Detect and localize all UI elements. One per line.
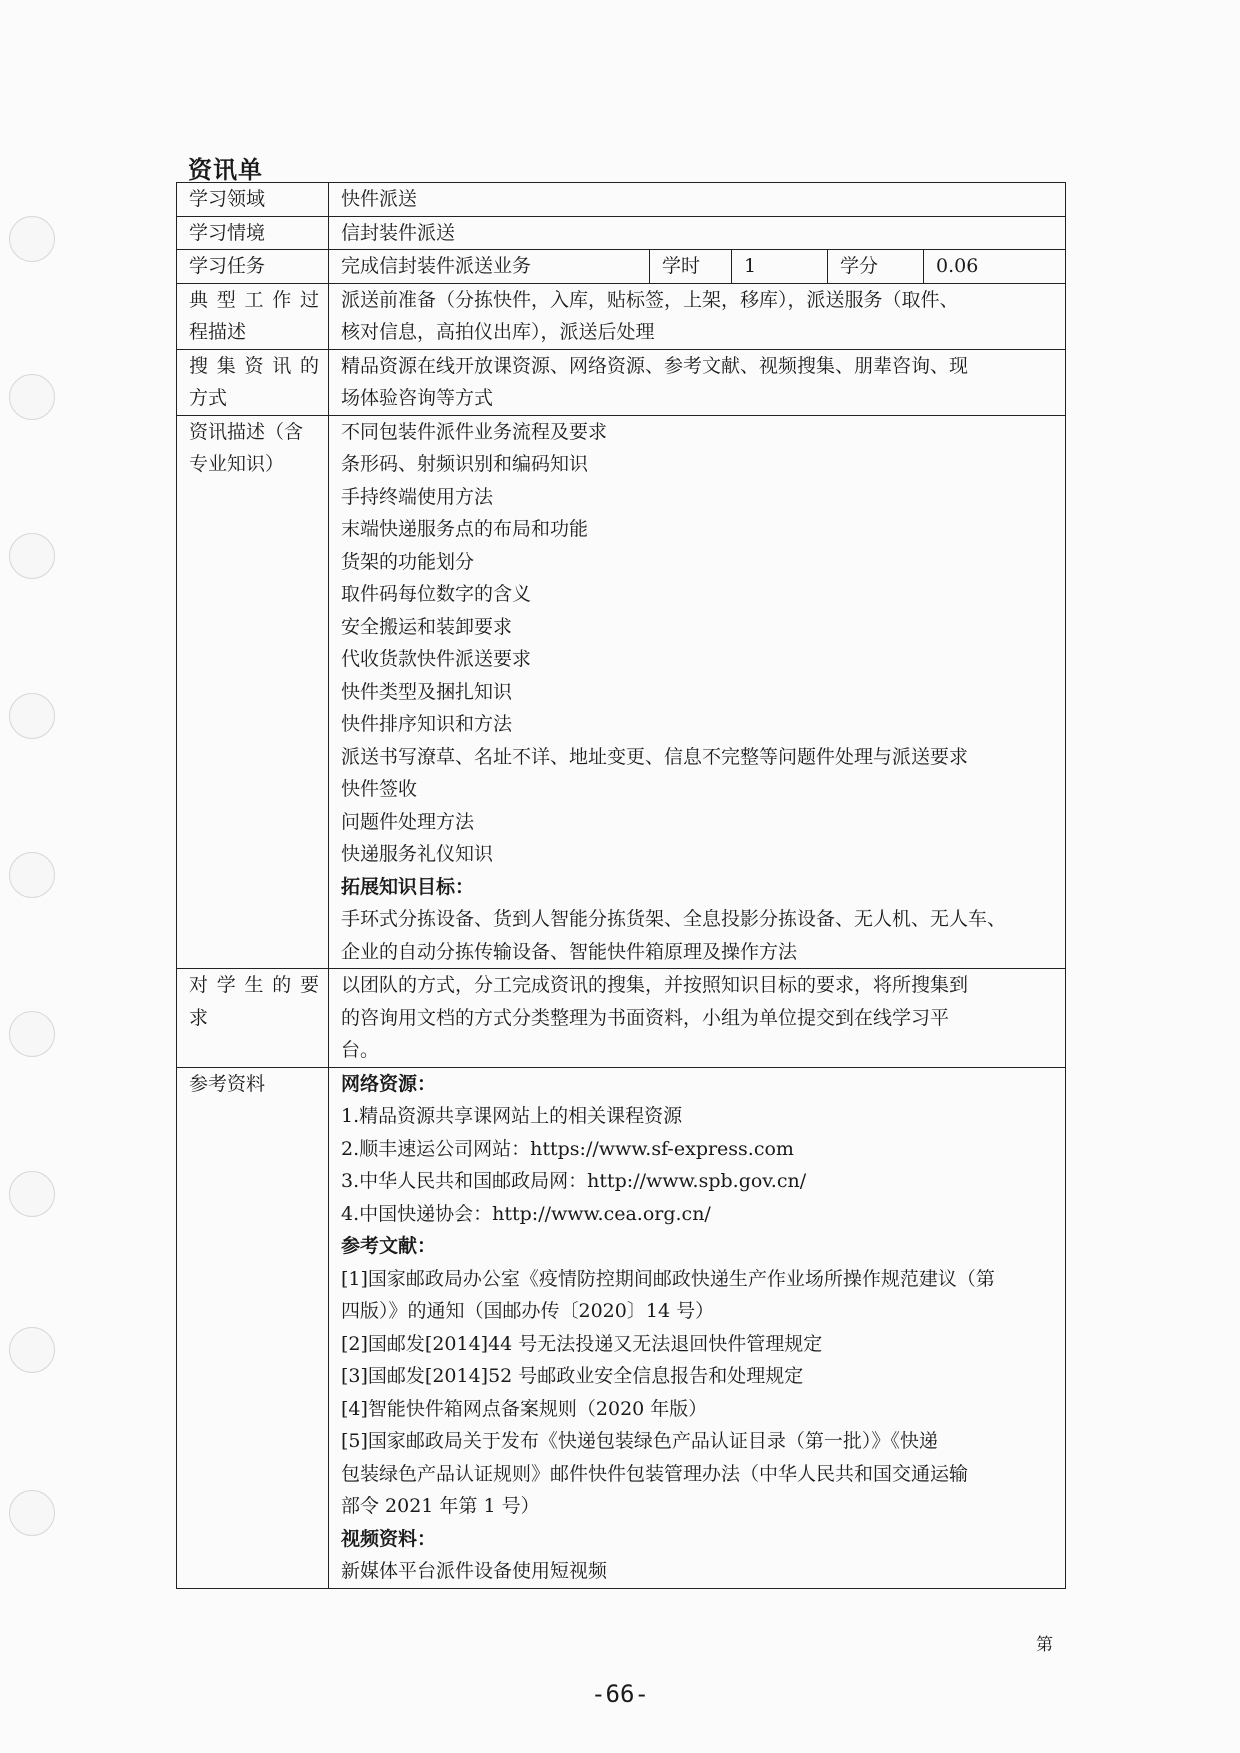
web-resource-item: 2.顺丰速运公司网站：https://www.sf-express.com <box>341 1137 794 1160</box>
methods-label <box>177 349 329 415</box>
video-item: 新媒体平台派件设备使用短视频 <box>341 1560 608 1582</box>
web-resource-item: 3.中华人民共和国邮政局网：http://www.spb.gov.cn/ <box>341 1170 807 1192</box>
literature-line: [4]智能快件箱网点备案规则（2020 年版） <box>341 1397 708 1420</box>
list-item: 代收货款快件派送要求 <box>341 648 532 670</box>
binder-hole <box>9 1171 55 1217</box>
credit-value: 0.06 <box>924 250 1066 284</box>
methods-line: 场体验咨询等方式 <box>341 387 494 409</box>
process-label <box>177 283 329 349</box>
binder-hole <box>9 1327 55 1373</box>
binder-hole <box>9 852 55 898</box>
requirements-label <box>177 969 329 1068</box>
row-task <box>177 250 1066 284</box>
process-value <box>329 283 1066 349</box>
list-item: 问题件处理方法 <box>341 810 475 833</box>
row-references <box>177 1067 1066 1588</box>
literature-line: 包装绿色产品认证规则》邮件快件包装管理办法（中华人民共和国交通运输 <box>341 1462 969 1485</box>
task-value: 完成信封装件派送业务 <box>329 250 650 284</box>
list-item: 快件签收 <box>341 778 418 800</box>
row-process <box>177 283 1066 349</box>
binder-hole <box>9 693 55 739</box>
info-value <box>329 415 1066 969</box>
extension-heading: 拓展知识目标： <box>341 875 475 898</box>
requirements-line: 台。 <box>341 1039 380 1061</box>
binder-hole <box>9 216 55 262</box>
methods-value <box>329 349 1066 415</box>
literature-line: [3]国邮发[2014]52 号邮政业安全信息报告和处理规定 <box>341 1365 804 1387</box>
situation-value: 信封装件派送 <box>329 216 1066 250</box>
list-item: 安全搬运和装卸要求 <box>341 615 513 638</box>
binder-hole <box>9 1490 55 1536</box>
extension-line: 企业的自动分拣传输设备、智能快件箱原理及操作方法 <box>341 940 798 963</box>
video-heading: 视频资料： <box>341 1527 437 1550</box>
list-item: 取件码每位数字的含义 <box>341 583 532 605</box>
row-info <box>177 415 1066 969</box>
footer-char: 第 <box>1036 1635 1053 1655</box>
binder-hole <box>9 1011 55 1057</box>
list-item: 不同包装件派件业务流程及要求 <box>341 420 608 443</box>
web-resources-heading: 网络资源： <box>341 1072 437 1095</box>
domain-label: 学习领域 <box>177 183 329 217</box>
list-item: 快件排序知识和方法 <box>341 713 513 735</box>
requirements-value <box>329 969 1066 1068</box>
list-item: 条形码、射频识别和编码知识 <box>341 453 589 475</box>
list-item: 派送书写潦草、名址不详、地址变更、信息不完整等问题件处理与派送要求 <box>341 745 969 768</box>
web-resource-item: 1.精品资源共享课网站上的相关课程资源 <box>341 1105 683 1127</box>
requirements-label-line: 对学生的要 <box>189 974 319 996</box>
list-item: 手持终端使用方法 <box>341 485 494 508</box>
info-label-line: 资讯描述（含 <box>189 420 304 443</box>
list-item: 货架的功能划分 <box>341 550 475 573</box>
literature-line: [2]国邮发[2014]44 号无法投递又无法退回快件管理规定 <box>341 1332 823 1355</box>
literature-line: [1]国家邮政局办公室《疫情防控期间邮政快递生产作业场所操作规范建议（第 <box>341 1267 995 1290</box>
requirements-label-line: 求 <box>189 1006 209 1029</box>
extension-line: 手环式分拣设备、货到人智能分拣货架、全息投影分拣设备、无人机、无人车、 <box>341 908 1007 930</box>
task-label: 学习任务 <box>177 250 329 284</box>
process-label-line: 典型工作过 <box>189 288 319 311</box>
list-item: 快件类型及捆扎知识 <box>341 680 513 703</box>
list-item: 末端快递服务点的布局和功能 <box>341 518 589 540</box>
document-title: 资讯单 <box>188 155 263 184</box>
methods-label-line: 搜集资讯的 <box>189 354 319 377</box>
requirements-line: 的咨询用文档的方式分类整理为书面资料，小组为单位提交到在线学习平 <box>341 1006 950 1029</box>
row-domain <box>177 183 1066 217</box>
literature-heading: 参考文献： <box>341 1235 437 1257</box>
web-resource-item: 4.中国快递协会：http://www.cea.org.cn/ <box>341 1202 711 1225</box>
info-label-line: 专业知识） <box>189 453 285 475</box>
domain-value: 快件派送 <box>329 183 1066 217</box>
list-item: 快递服务礼仪知识 <box>341 843 494 865</box>
literature-line: [5]国家邮政局关于发布《快递包装绿色产品认证目录（第一批）》《快递 <box>341 1430 938 1452</box>
references-value <box>329 1067 1066 1588</box>
hours-label: 学时 <box>650 250 732 284</box>
methods-line: 精品资源在线开放课资源、网络资源、参考文献、视频搜集、朋辈咨询、现 <box>341 354 969 377</box>
references-label: 参考资料 <box>177 1067 329 1588</box>
literature-line: 四版）》的通知（国邮办传〔2020〕14 号） <box>341 1300 715 1322</box>
row-methods <box>177 349 1066 415</box>
situation-label: 学习情境 <box>177 216 329 250</box>
binder-hole <box>9 533 55 579</box>
methods-label-line: 方式 <box>189 387 228 409</box>
process-label-line: 程描述 <box>189 321 247 343</box>
hours-value: 1 <box>732 250 828 284</box>
credit-label: 学分 <box>828 250 924 284</box>
page-number: -66- <box>591 1680 649 1708</box>
info-table <box>176 182 1066 1589</box>
literature-line: 部令 2021 年第 1 号） <box>341 1495 540 1517</box>
requirements-line: 以团队的方式，分工完成资讯的搜集，并按照知识目标的要求，将所搜集到 <box>341 974 969 996</box>
process-line: 核对信息，高拍仪出库），派送后处理 <box>341 321 655 343</box>
row-situation <box>177 216 1066 250</box>
row-requirements <box>177 969 1066 1068</box>
binder-hole <box>9 374 55 420</box>
process-line: 派送前准备（分拣快件，入库，贴标签，上架，移库），派送服务（取件、 <box>341 288 959 311</box>
info-label <box>177 415 329 969</box>
